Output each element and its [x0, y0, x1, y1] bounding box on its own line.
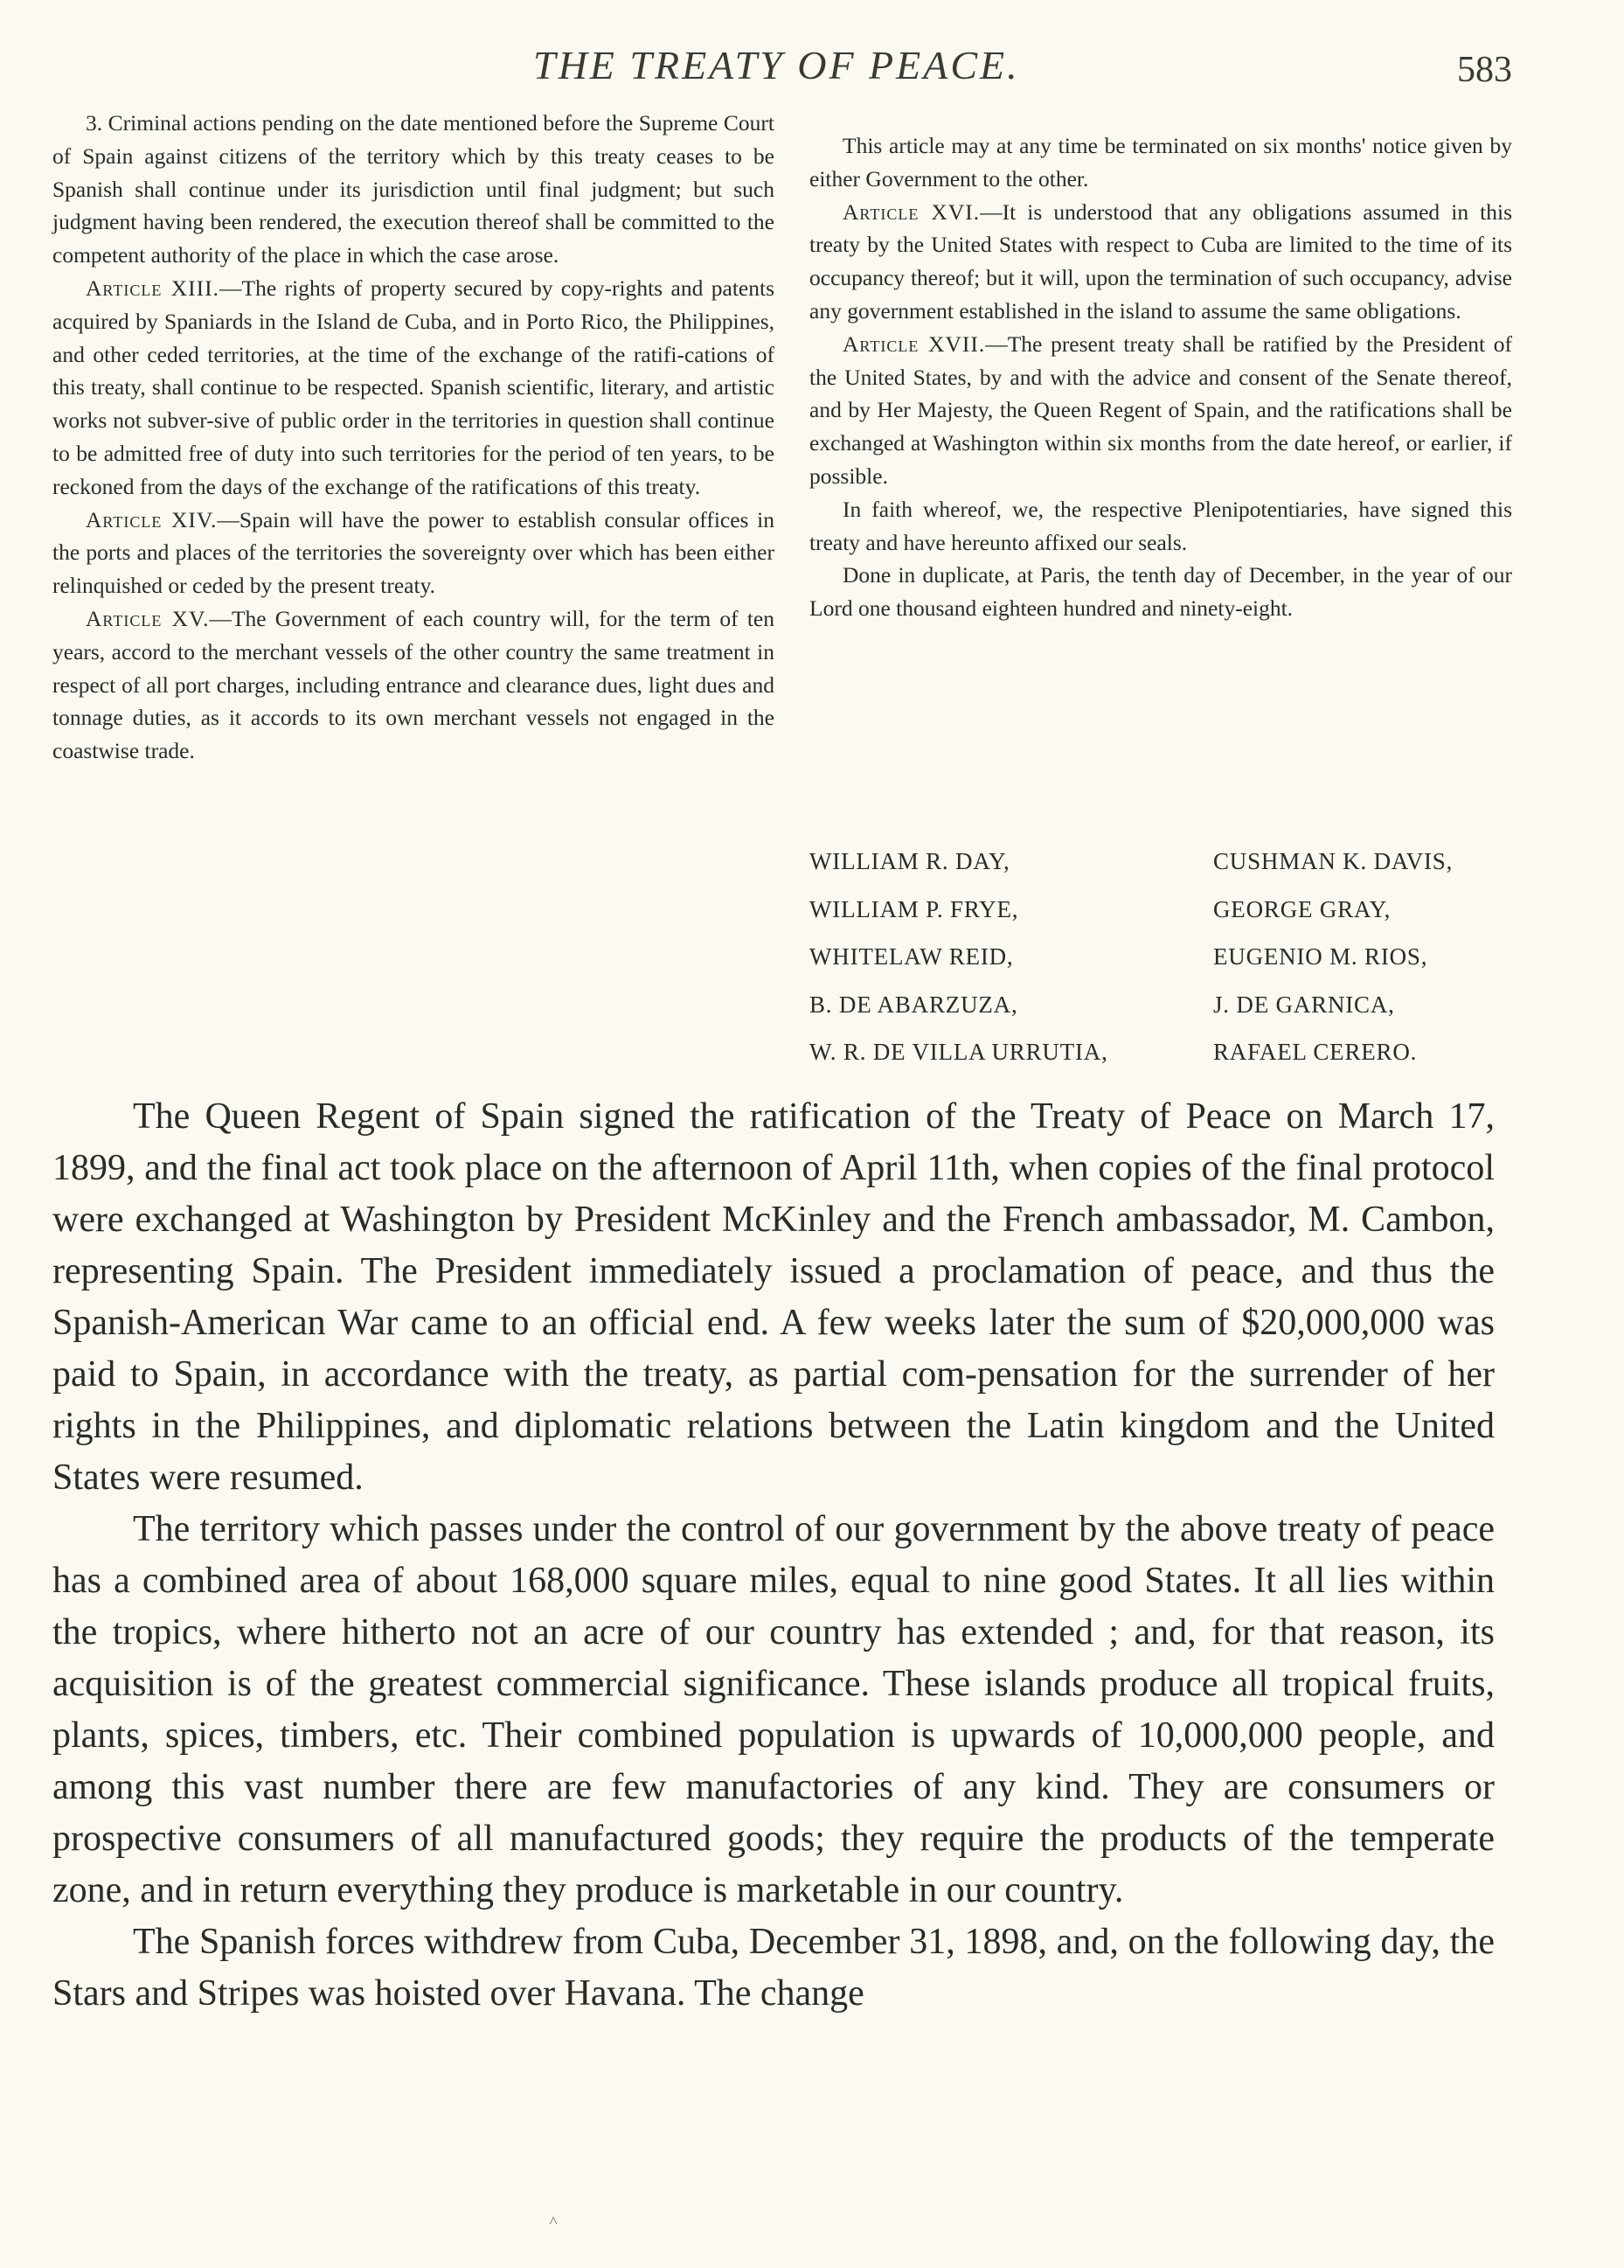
paragraph — [52, 272, 774, 504]
body-paragraph: The Queen Regent of Spain signed the ratification of the Treaty of Peace on March 17, 1899, and the final act took place on the afternoon of April 11th, when copies of the final protocol were exchanged at Washington by President McKinley and the French ambassador, M. Cambon, representing Spain. The President immediately issued a proclamation of peace, and thus the Spanish-American War came to an official end. A few weeks later the sum of $20,000,000 was paid to Spain, in accordance with the treaty, as partial com-pensation for the surrender of her rights in the Philippines, and diplomatic relations between the Latin kingdom and the United States were resumed. — [52, 1096, 1495, 1498]
left-column — [52, 107, 774, 768]
signatory-name: WILLIAM P. FRYE, — [809, 895, 1019, 922]
paragraph — [809, 196, 1512, 328]
signatory-name: RAFAEL CERERO. — [1213, 1039, 1418, 1065]
article-heading: Article XVII. — [843, 330, 986, 357]
page-number: 583 — [1457, 50, 1512, 90]
paragraph — [52, 504, 774, 602]
signatory-name: B. DE ABARZUZA, — [809, 991, 1018, 1018]
signatory-name: EUGENIO M. RIOS, — [1213, 943, 1428, 970]
paragraph-text: —Spain will have the power to establish consular offices in the ports and places of the territories the sovereignty over which has been either relinquished or ceded by the present treaty. — [52, 506, 774, 599]
article-heading: Article XIII. — [86, 275, 220, 301]
paragraph — [52, 107, 774, 272]
paragraph-text: —The Government of each country will, for the term of ten years, accord to the merchant vessels of the other country the same treatment in respect of all port charges, including entrance and clearance dues, light dues and tonnage duties, as it accords to its own merchant vessels not engaged in the coastwise trade. — [52, 605, 774, 764]
signatory-name: WILLIAM R. DAY, — [809, 848, 1010, 874]
paragraph-text: —It is understood that any obligations assumed in this treaty by the United States with respect to Cuba are limited to the time of its occupancy thereof; but it will, upon the termination of such occupancy, advise any government established in the island to assume the same obligations. — [809, 198, 1512, 324]
paragraph — [52, 602, 774, 768]
body-paragraph: The Spanish forces withdrew from Cuba, December 31, 1898, and, on the following day, the Stars and Stripes was hoisted over Havana. The change — [52, 1922, 1495, 2014]
article-heading: Article XVI. — [843, 198, 981, 225]
signatory-name: CUSHMAN K. DAVIS, — [1213, 848, 1454, 874]
article-heading: Article XV. — [86, 605, 210, 631]
right-column — [809, 129, 1512, 625]
main-body-text — [52, 1091, 1495, 2020]
signatory-name: W. R. DE VILLA URRUTIA, — [809, 1039, 1108, 1065]
print-mark: ˄ — [549, 2212, 559, 2230]
paragraph-text: —The present treaty shall be ratified by the President of the United States, by and with the advice and consent of the Senate thereof, and by Her Majesty, the Queen Regent of Spain, and the ratifications shall be exchanged at Washington within six months from the date hereof, or earlier, if possible. — [809, 330, 1512, 489]
paragraph — [809, 129, 1512, 196]
paragraph-text: In faith whereof, we, the respective Plenipotentiaries, have signed this treaty and have hereunto affixed our seals. — [809, 496, 1512, 555]
signatory-name: GEORGE GRAY, — [1213, 895, 1392, 922]
paragraph-text: Done in duplicate, at Paris, the tenth day of December, in the year of our Lord one thousand eighteen hundred and ninety-eight. — [809, 562, 1512, 622]
signatories-block — [809, 838, 1526, 1076]
paragraph — [809, 328, 1512, 493]
paragraph-text: —The rights of property secured by copy-rights and patents acquired by Spaniards in the Island de Cuba, and in Porto Rico, the Philippines, and other ceded territories, at the time of the exchange of the ratifi-cations of this treaty, shall continue to be respected. Spanish scientific, literary, and artistic works not subver-sive of public order in the territories in question shall continue to be admitted free of duty into such territories for the period of ten years, to be reckoned from the days of the exchange of the ratifications of this treaty. — [52, 275, 775, 499]
paragraph-text: This article may at any time be terminated on six months' notice given by either Government to the other. — [809, 133, 1512, 191]
paragraph — [809, 559, 1512, 625]
running-title: THE TREATY OF PEACE. — [533, 43, 1020, 87]
signatory-name: WHITELAW REID, — [809, 943, 1014, 970]
signatory-name: J. DE GARNICA, — [1213, 991, 1395, 1018]
paragraph — [809, 493, 1512, 560]
page-header — [0, 42, 1624, 103]
paragraph-text: 3. Criminal actions pending on the date mentioned before the Supreme Court of Spain against citizens of the territory which by this treaty ceases to be Spanish shall continue under its jurisdiction until final judgment; but such judgment having been rendered, the execution thereof shall be committed to the competent authority of the place in which the case arose. — [52, 110, 774, 268]
body-paragraph: The territory which passes under the control of our government by the above treaty of peace has a combined area of about 168,000 square miles, equal to nine good States. It all lies within the tropics, where hitherto not an acre of our country has extended ; and, for that reason, its acquisition is of the greatest commercial significance. These islands produce all tropical fruits, plants, spices, timbers, etc. Their combined population is upwards of 10,000,000 people, and among this vast number there are few manufactories of any kind. They are consumers or prospective consumers of all manufactured goods; they require the products of the temperate zone, and in return everything they produce is marketable in our country. — [52, 1509, 1495, 1910]
article-heading: Article XIV. — [86, 506, 218, 532]
